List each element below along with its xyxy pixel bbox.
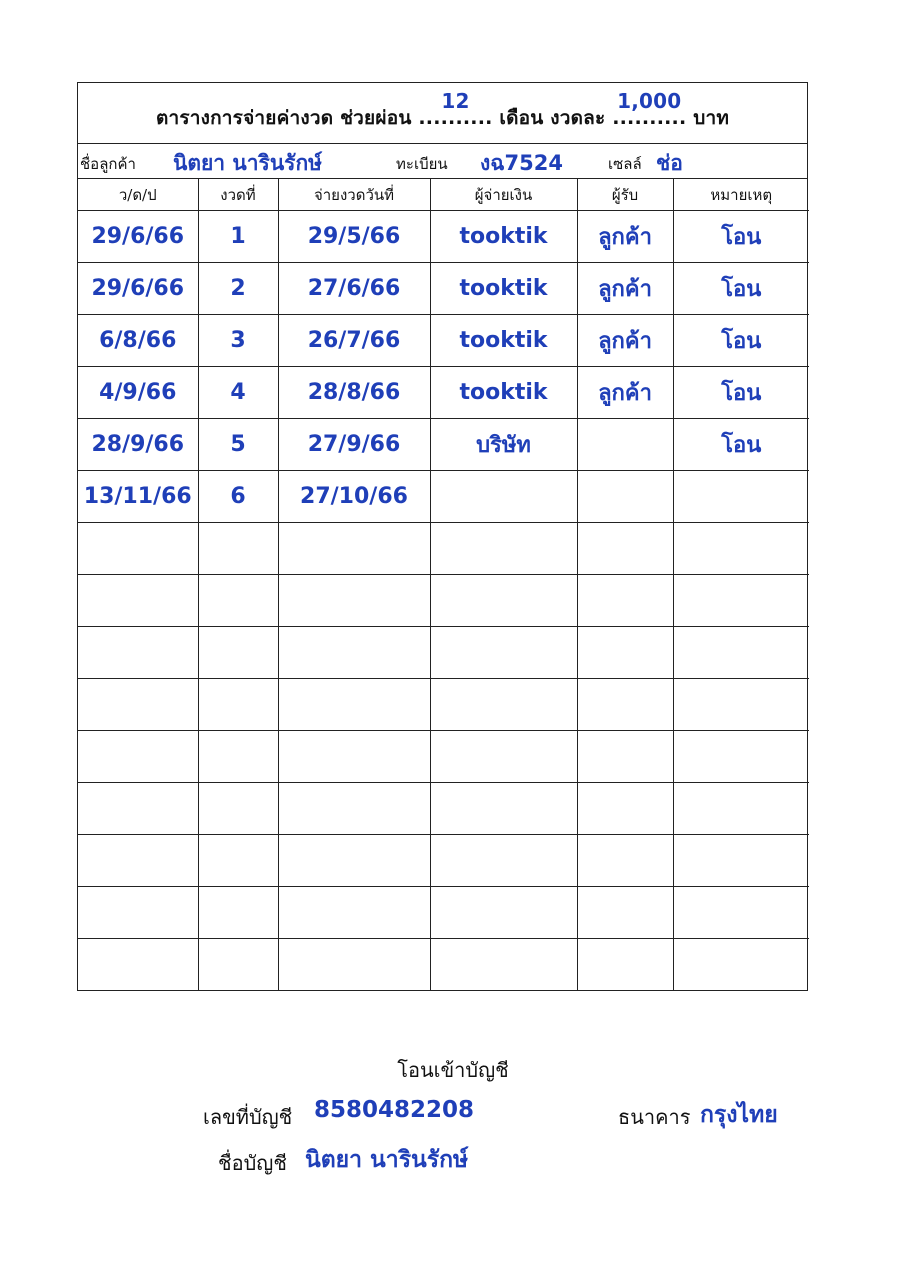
cell-installment — [198, 939, 278, 991]
cell-date: 4/9/66 — [78, 367, 198, 419]
cell-paid-date — [278, 835, 430, 887]
cell-remark — [673, 627, 809, 679]
cell-remark — [673, 835, 809, 887]
title-row — [78, 83, 807, 144]
sales-label: เซลล์ — [608, 155, 642, 173]
cell-remark — [673, 471, 809, 523]
title-part-2: เดือน งวดละ — [499, 107, 606, 129]
cell-remark: โอน — [673, 211, 809, 263]
cell-date — [78, 731, 198, 783]
table-row — [78, 887, 809, 939]
cell-receiver — [577, 471, 673, 523]
amount-value: 1,000 — [617, 89, 682, 113]
table-row — [78, 679, 809, 731]
bank-name: กรุงไทย — [700, 1102, 778, 1128]
cell-installment: 6 — [198, 471, 278, 523]
cell-remark — [673, 939, 809, 991]
customer-name: นิตยา นารินรักษ์ — [173, 151, 323, 175]
cell-remark: โอน — [673, 367, 809, 419]
cell-paid-date — [278, 679, 430, 731]
title-part-3: บาท — [693, 107, 730, 129]
table-header-row — [78, 179, 809, 211]
cell-paid-date — [278, 523, 430, 575]
cell-receiver: ลูกค้า — [577, 263, 673, 315]
cell-installment — [198, 835, 278, 887]
table-row — [78, 419, 809, 471]
form-title — [78, 89, 807, 133]
cell-remark: โอน — [673, 263, 809, 315]
sales-value: ช่อ — [656, 151, 683, 175]
cell-receiver — [577, 523, 673, 575]
cell-installment: 1 — [198, 211, 278, 263]
bank-label: ธนาคาร — [618, 1105, 691, 1129]
cell-payer — [430, 679, 577, 731]
header-payer: ผู้จ่ายเงิน — [430, 179, 577, 211]
table-row — [78, 523, 809, 575]
cell-payer — [430, 835, 577, 887]
cell-installment: 2 — [198, 263, 278, 315]
amount-blank — [612, 89, 687, 129]
cell-date — [78, 887, 198, 939]
cell-date — [78, 679, 198, 731]
cell-installment — [198, 523, 278, 575]
payment-table — [78, 179, 809, 990]
cell-installment — [198, 783, 278, 835]
account-name-label: ชื่อบัญชี — [218, 1151, 287, 1175]
cell-paid-date: 27/10/66 — [278, 471, 430, 523]
cell-paid-date: 26/7/66 — [278, 315, 430, 367]
cell-receiver — [577, 627, 673, 679]
cell-payer — [430, 939, 577, 991]
cell-receiver — [577, 679, 673, 731]
cell-receiver — [577, 575, 673, 627]
cell-remark: โอน — [673, 315, 809, 367]
cell-paid-date: 27/6/66 — [278, 263, 430, 315]
plate-value: งฉ7524 — [480, 151, 564, 175]
cell-payer: tooktik — [430, 367, 577, 419]
cell-date — [78, 627, 198, 679]
cell-date: 6/8/66 — [78, 315, 198, 367]
cell-installment: 3 — [198, 315, 278, 367]
cell-remark — [673, 783, 809, 835]
header-receiver: ผู้รับ — [577, 179, 673, 211]
cell-remark — [673, 887, 809, 939]
cell-installment — [198, 679, 278, 731]
customer-info-row — [78, 144, 807, 179]
cell-installment: 5 — [198, 419, 278, 471]
cell-remark — [673, 523, 809, 575]
cell-payer: บริษัท — [430, 419, 577, 471]
cell-paid-date — [278, 575, 430, 627]
cell-installment — [198, 731, 278, 783]
cell-installment — [198, 887, 278, 939]
cell-receiver — [577, 419, 673, 471]
cell-receiver — [577, 835, 673, 887]
cell-remark — [673, 575, 809, 627]
account-no: 8580482208 — [314, 1097, 475, 1123]
cell-paid-date — [278, 627, 430, 679]
header-date: ว/ด/ป — [78, 179, 198, 211]
table-row — [78, 783, 809, 835]
cell-date — [78, 939, 198, 991]
cell-remark — [673, 679, 809, 731]
cell-payer: tooktik — [430, 211, 577, 263]
months-blank — [418, 89, 493, 129]
cell-receiver — [577, 783, 673, 835]
table-row — [78, 627, 809, 679]
table-row — [78, 835, 809, 887]
cell-date: 28/9/66 — [78, 419, 198, 471]
cell-payer — [430, 731, 577, 783]
cell-receiver — [577, 731, 673, 783]
footer-title: โอนเข้าบัญชี — [397, 1058, 509, 1082]
cell-payer — [430, 523, 577, 575]
cell-installment — [198, 627, 278, 679]
cell-installment: 4 — [198, 367, 278, 419]
months-dots: .......... — [418, 107, 493, 129]
cell-receiver — [577, 887, 673, 939]
cell-receiver: ลูกค้า — [577, 367, 673, 419]
cell-date: 29/6/66 — [78, 211, 198, 263]
table-row — [78, 367, 809, 419]
cell-payer — [430, 887, 577, 939]
cell-paid-date: 28/8/66 — [278, 367, 430, 419]
title-part-1: ตารางการจ่ายค่างวด ช่วยผ่อน — [155, 107, 412, 129]
cell-receiver: ลูกค้า — [577, 315, 673, 367]
payment-schedule-sheet — [77, 82, 808, 991]
table-row — [78, 263, 809, 315]
table-row — [78, 315, 809, 367]
header-paid-date: จ่ายงวดวันที่ — [278, 179, 430, 211]
customer-label: ชื่อลูกค้า — [80, 155, 136, 173]
cell-payer — [430, 783, 577, 835]
cell-payer — [430, 627, 577, 679]
table-row — [78, 211, 809, 263]
cell-installment — [198, 575, 278, 627]
cell-remark — [673, 731, 809, 783]
table-row — [78, 731, 809, 783]
cell-date — [78, 835, 198, 887]
table-row — [78, 471, 809, 523]
cell-payer: tooktik — [430, 263, 577, 315]
account-no-label: เลขที่บัญชี — [203, 1105, 293, 1129]
table-row — [78, 939, 809, 991]
cell-paid-date: 27/9/66 — [278, 419, 430, 471]
header-remark: หมายเหตุ — [673, 179, 809, 211]
cell-payer — [430, 471, 577, 523]
account-name: นิตยา นารินรักษ์ — [305, 1147, 469, 1173]
cell-date — [78, 523, 198, 575]
cell-paid-date — [278, 887, 430, 939]
cell-paid-date — [278, 731, 430, 783]
cell-payer: tooktik — [430, 315, 577, 367]
header-installment: งวดที่ — [198, 179, 278, 211]
months-value: 12 — [441, 89, 470, 113]
cell-payer — [430, 575, 577, 627]
plate-label: ทะเบียน — [396, 155, 448, 173]
cell-remark: โอน — [673, 419, 809, 471]
table-row — [78, 575, 809, 627]
cell-date: 13/11/66 — [78, 471, 198, 523]
cell-paid-date — [278, 783, 430, 835]
amount-dots: .......... — [612, 107, 687, 129]
cell-date — [78, 575, 198, 627]
cell-receiver: ลูกค้า — [577, 211, 673, 263]
cell-receiver — [577, 939, 673, 991]
cell-paid-date: 29/5/66 — [278, 211, 430, 263]
cell-date — [78, 783, 198, 835]
cell-paid-date — [278, 939, 430, 991]
cell-date: 29/6/66 — [78, 263, 198, 315]
